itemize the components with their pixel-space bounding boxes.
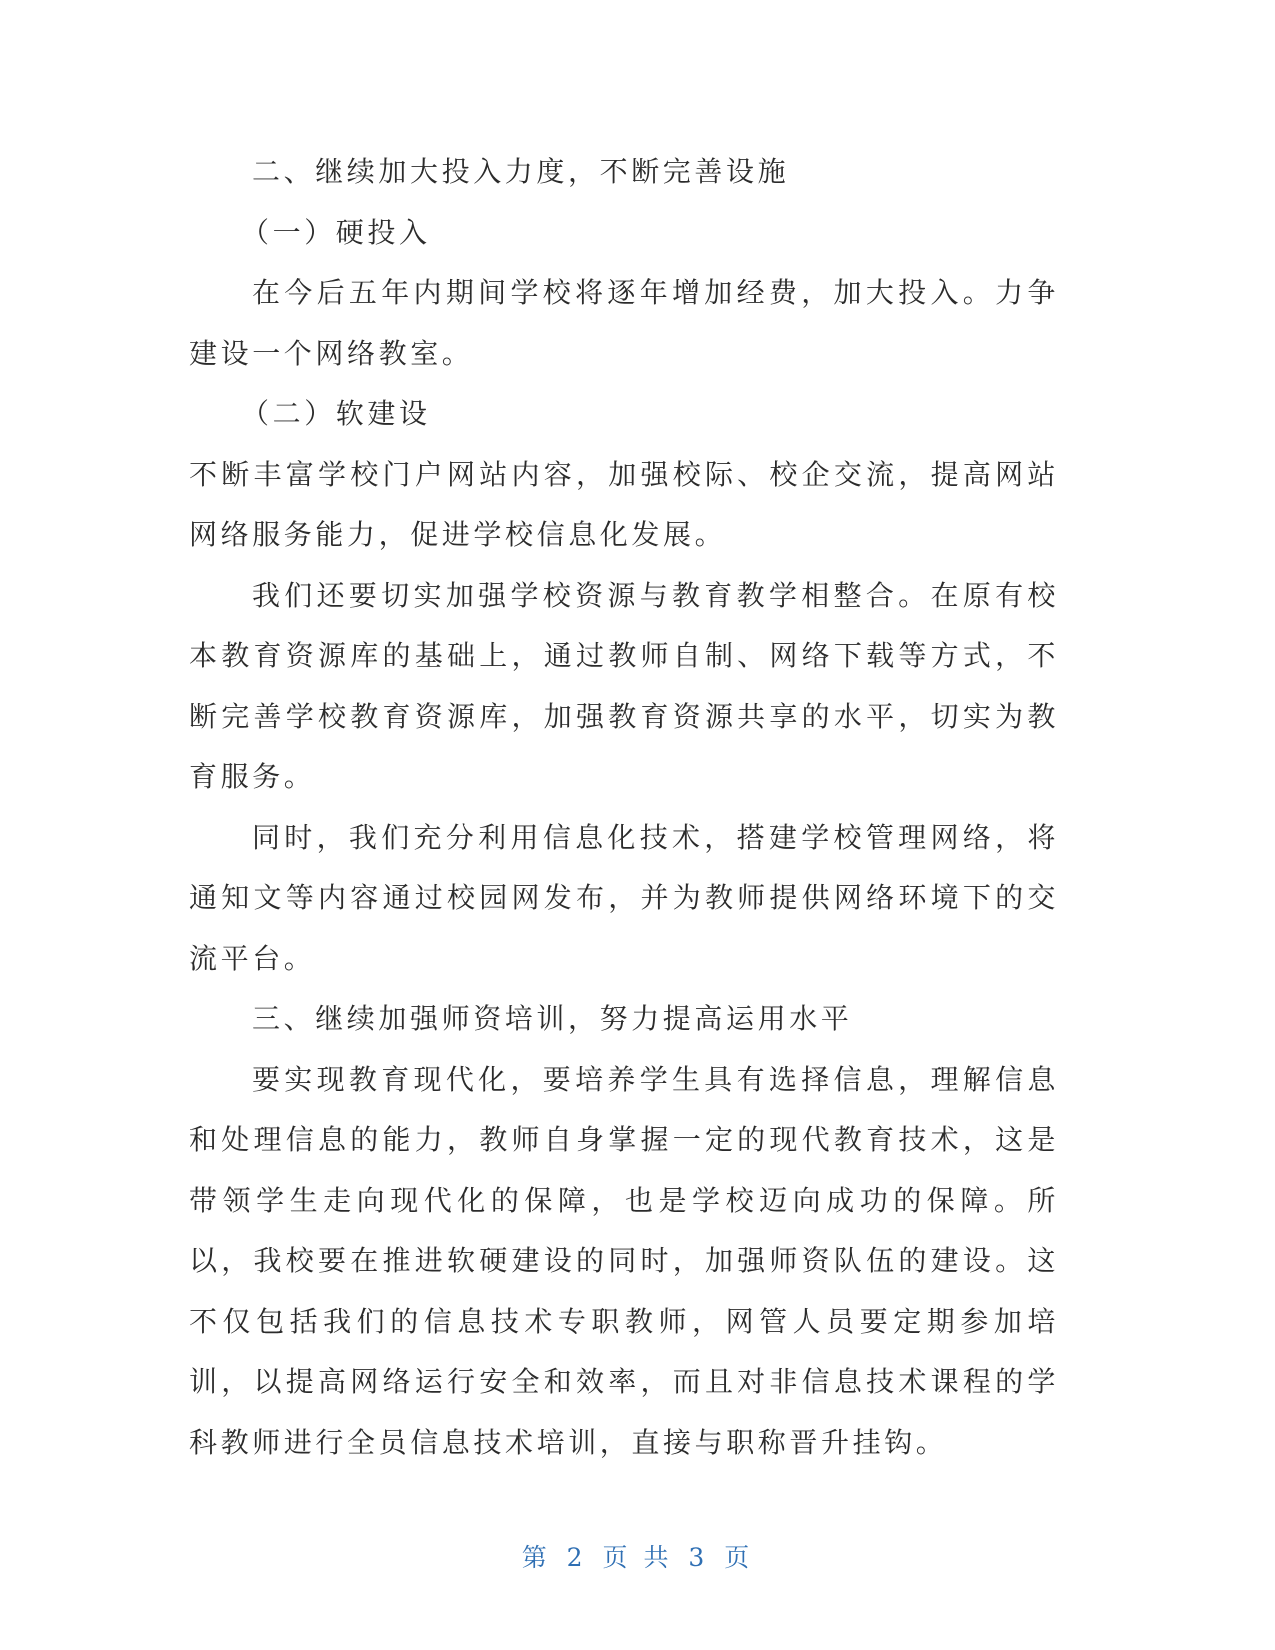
page-number-footer [0, 1538, 1275, 1574]
subsection-heading-soft-construction: （二）软建设 [241, 397, 431, 430]
paragraph-management-network: 同时，我们充分利用信息化技术，搭建学校管理网络，将通知文等内容通过校园网发布，并为教师提供网络环境下的交流平台。 [189, 820, 1059, 975]
section-heading-3: 三、继续加强师资培训，努力提高运用水平 [252, 1002, 853, 1035]
footer-total-pages: 3 [688, 1543, 709, 1572]
paragraph-resource-integration: 我们还要切实加强学校资源与教育教学相整合。在原有校本教育资源库的基础上，通过教师自制、网络下载等方式，不断完善学校教育资源库，加强教育资源共享的水平，切实为教育服务。 [189, 578, 1059, 793]
paragraph-teacher-training: 要实现教育现代化，要培养学生具有选择信息，理解信息和处理信息的能力，教师自身掌握一定的现代教育技术，这是带领学生走向现代化的保障，也是学校迈向成功的保障。所以，我校要在推进软硬建设的同时，加强师资队伍的建设。这不仅包括我们的信息技术专职教师，网管人员要定期参加培训，以提高网络运行安全和效率，而且对非信息技术课程的学科教师进行全员信息技术培训，直接与职称晋升挂钩。 [189, 1062, 1059, 1459]
subsection-heading-hard-investment: （一）硬投入 [241, 215, 431, 249]
paragraph-hard-investment: 在今后五年内期间学校将逐年增加经费，加大投入。力争建设一个网络教室。 [189, 276, 1059, 370]
footer-suffix: 页 [724, 1543, 754, 1572]
paragraph-portal-website: 不断丰富学校门户网站内容，加强校际、校企交流，提高网站网络服务能力，促进学校信息化发展。 [189, 457, 1059, 551]
footer-prefix: 第 [521, 1543, 551, 1572]
section-heading-2: 二、继续加大投入力度，不断完善设施 [252, 155, 790, 188]
footer-current-page: 2 [566, 1543, 587, 1572]
footer-middle: 页 共 [602, 1543, 673, 1572]
document-body [189, 142, 1059, 1473]
